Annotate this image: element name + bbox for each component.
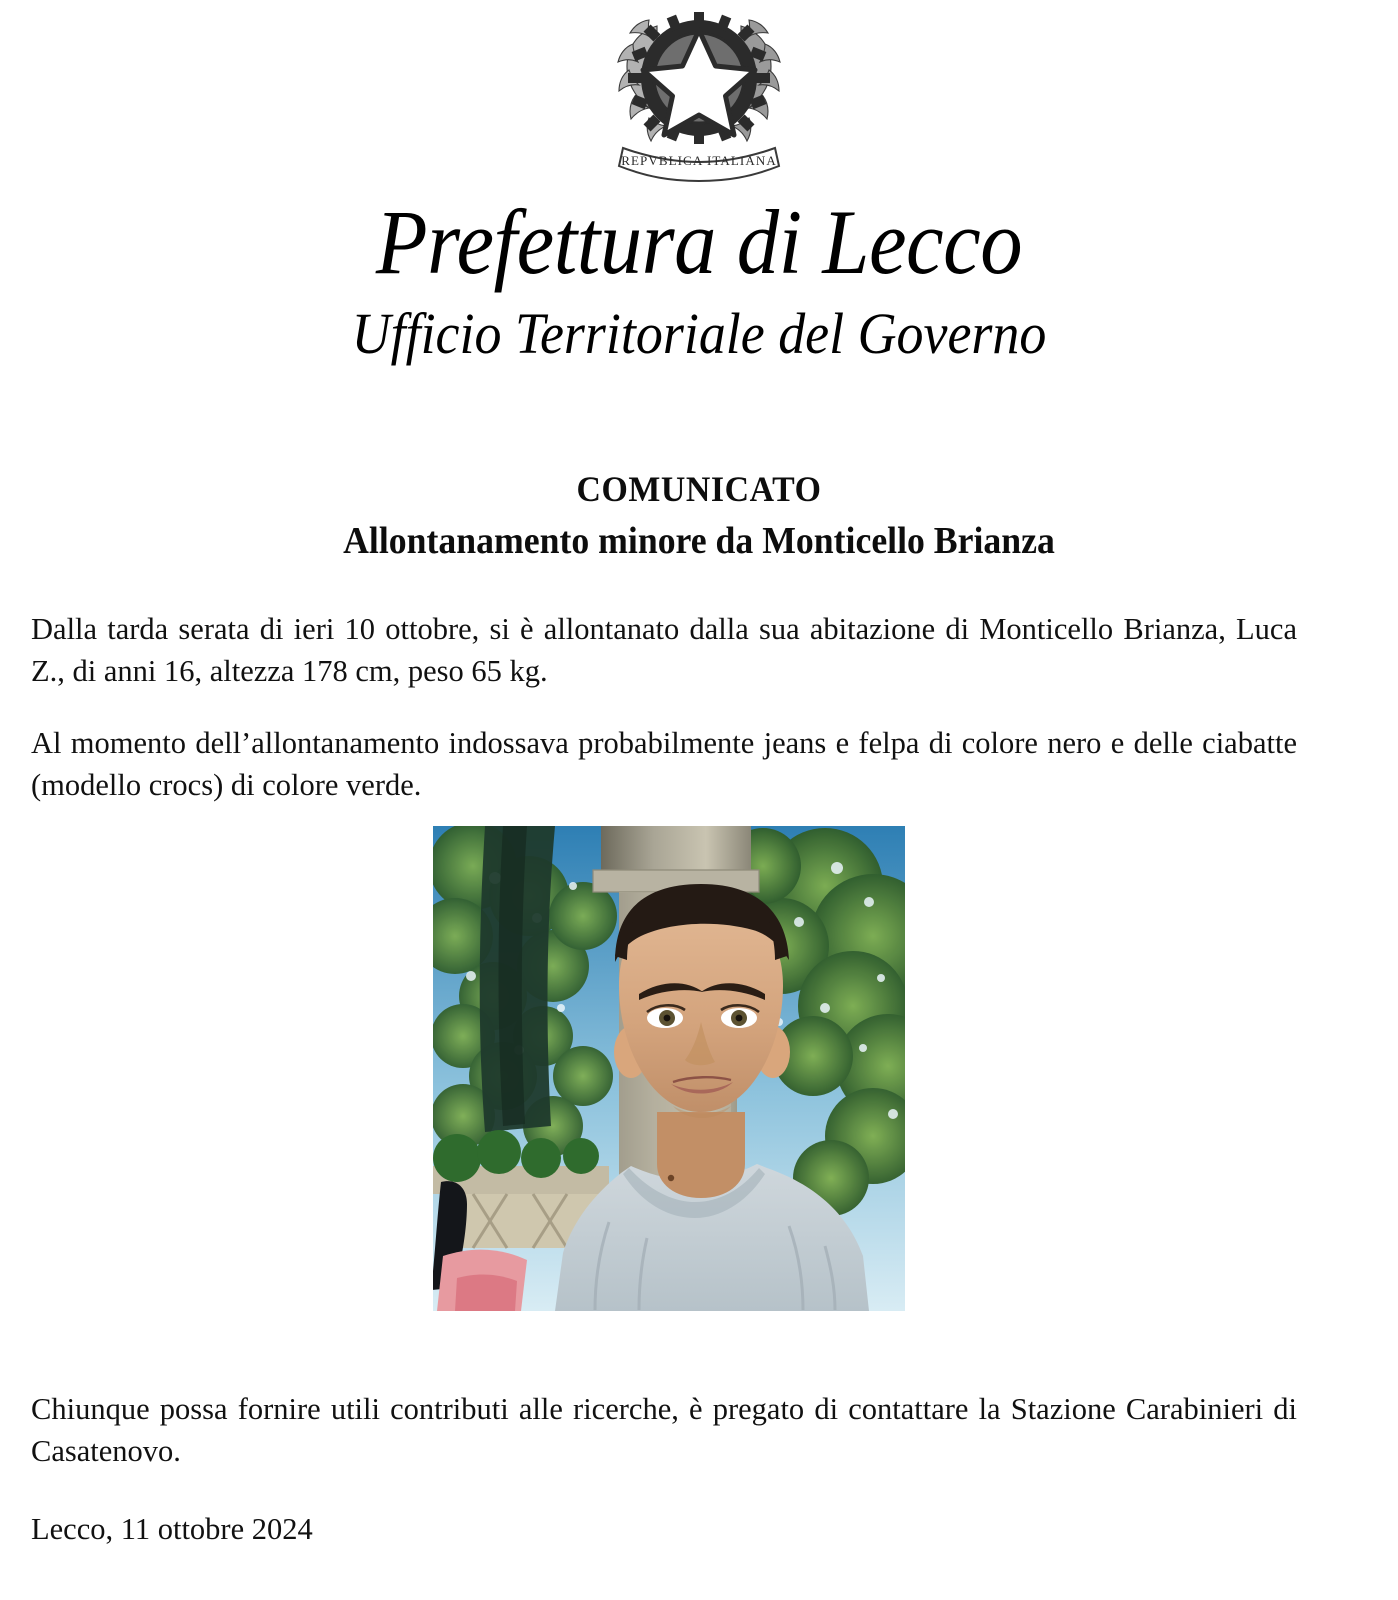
emblem-container	[0, 4, 1398, 182]
paragraph-description: Dalla tarda serata di ieri 10 ottobre, si è allontanato dalla sua abitazione di Monticello Brianza, Luca Z., di anni 16, altezza 178 cm, peso 65 kg.	[31, 612, 1297, 688]
photo-illustration	[433, 826, 905, 1311]
notice-title: Allontanamento minore da Monticello Brianza	[343, 520, 1055, 563]
closing-text	[31, 1388, 1297, 1472]
paragraph-clothing: Al momento dell’allontanamento indossava probabilmente jeans e felpa di colore nero e delle ciabatte (modello crocs) di colore verde.	[31, 726, 1297, 802]
body-text	[31, 608, 1297, 806]
svg-text:REPVBLICA ITALIANA: REPVBLICA ITALIANA	[621, 153, 777, 168]
date-block	[31, 1508, 731, 1550]
page-subtitle: Ufficio Territoriale del Governo	[351, 300, 1047, 366]
page-title: Prefettura di Lecco	[375, 191, 1023, 293]
masthead	[0, 191, 1398, 370]
italian-republic-emblem-icon	[599, 4, 799, 182]
place-date-line: Lecco, 11 ottobre 2024	[31, 1512, 313, 1546]
notice-heading	[0, 468, 1398, 565]
ribbon-banner	[619, 148, 779, 181]
notice-kicker: COMUNICATO	[576, 469, 822, 509]
missing-person-photo	[433, 826, 905, 1311]
paragraph-contact: Chiunque possa fornire utili contributi alle ricerche, è pregato di contattare la Stazione Carabinieri di Casatenovo.	[31, 1392, 1297, 1468]
